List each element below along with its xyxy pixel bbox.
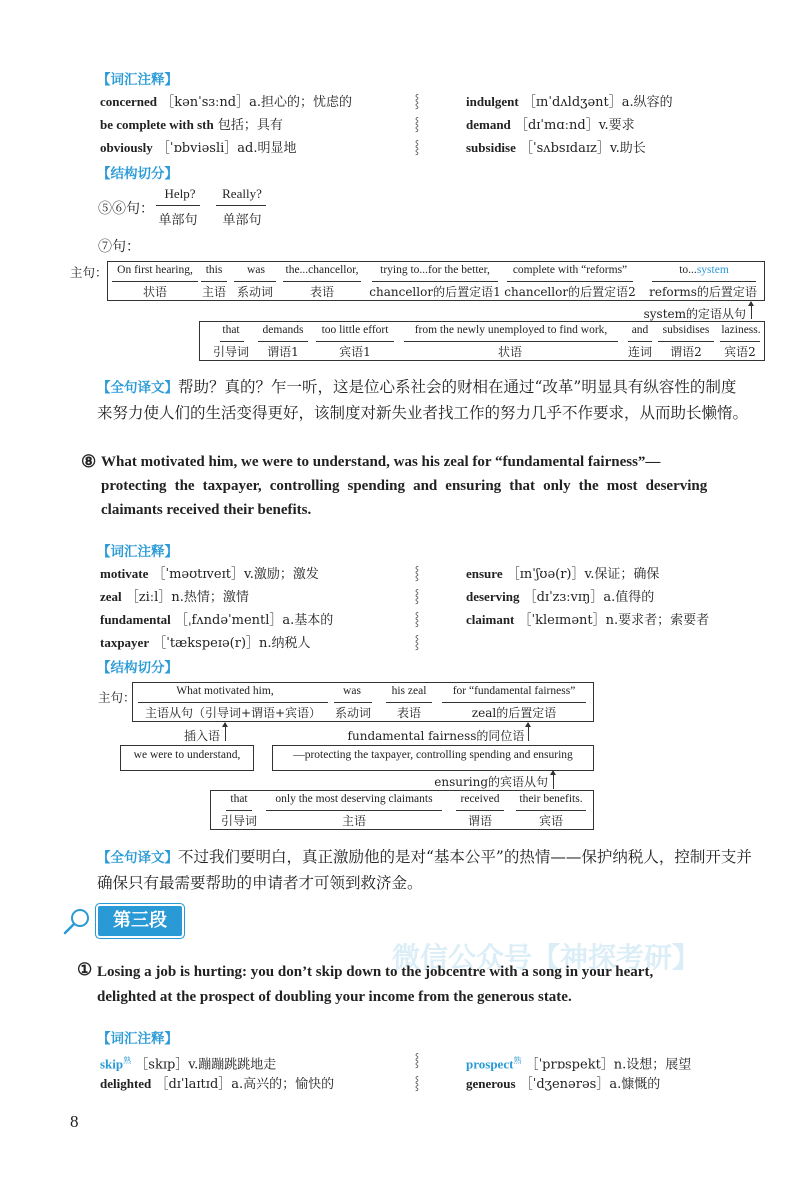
underline [112,281,198,282]
vocab-item: claimant ［ˈkleɪmənt］n.要求者；索要者 [466,612,710,628]
up-arrow-icon [751,302,752,319]
column-separator: ⸾ [414,566,420,581]
underline [234,281,276,282]
vocab-item: be complete with sth 包括；具有 [100,117,283,133]
diagram-label: 宾语 [538,814,563,828]
underline [226,810,252,811]
sentence-label: ⑦句： [98,239,140,255]
diagram-word: the...chancellor, [285,264,359,276]
diagram-word: and [631,324,649,336]
object-clause-note: ensuring的宾语从句 [434,775,548,789]
diagram-word: that [222,324,240,336]
underline [334,702,372,703]
translation-line: 【全句译文】帮助？真的？乍一听，这是位心系社会的财相在通过“改革”明显具有纵容性的制度 [97,378,737,396]
vocab-item: motivate ［ˈməʊtɪveɪt］v.激励；激发 [100,566,319,582]
underline [404,341,618,342]
sentence-line: claimants received their benefits. [101,502,312,518]
paragraph-title-badge [98,906,182,936]
diagram-label: 宾语1 [339,345,371,359]
up-arrow-icon [225,723,226,741]
underline [442,702,586,703]
underline [156,205,200,206]
diagram-label: 主语从句（引导词+谓语+宾语） [144,706,322,720]
diagram-label: reforms的后置定语 [649,285,757,299]
diagram-label: 连词 [627,345,652,359]
diagram-label: 引导词 [220,814,257,828]
vocab-item: generous ［ˈdʒenərəs］a.慷慨的 [466,1076,661,1092]
underline [283,281,361,282]
diagram-label: zeal的后置定语 [471,706,557,720]
diagram-label: chancellor的后置定语1 [369,285,501,299]
vocab-item: subsidise ［ˈsʌbsɪdaɪz］v.助长 [466,140,646,156]
underline [316,341,394,342]
vocab-item: demand ［dɪˈmɑːnd］v.要求 [466,117,635,133]
underline [516,810,586,811]
underline [456,810,504,811]
watermark-text: 微信公众号【神探考研】 [392,941,701,974]
vocab-item: taxpayer ［ˈtækspeɪə(r)］n.纳税人 [100,635,311,651]
sentence-number: ① [77,960,93,979]
diagram-word: laziness. [721,324,761,336]
page-number: 8 [70,1112,79,1131]
translation-line: 确保只有最需要帮助的申请者才可领到救济金。 [97,874,423,892]
vocab-heading-3: 【词汇注释】 [97,1031,178,1047]
diagram-word: only the most deserving claimants [275,793,433,805]
sentence-line: delighted at the prospect of doubling your income from the generous state. [97,989,572,1005]
vocab-item: skip$^熟$ ［skɪp］v.蹦蹦跳跳地走 [100,1056,277,1073]
appositive-note: fundamental fairness的同位语 [347,729,525,743]
diagram-label: 宾语2 [724,345,756,359]
diagram-word: we were to understand, [133,749,241,761]
sentence-line: protecting the taxpayer, controlling spending and ensuring that only the most deserving [101,478,708,494]
structure-heading-1: 【结构切分】 [97,166,178,182]
underline [652,281,756,282]
underline [658,341,714,342]
diagram-label: 表语 [396,706,421,720]
diagram-label: chancellor的后置定语2 [504,285,636,299]
paragraph-title: 第三段 [113,910,167,931]
underline [386,702,432,703]
vocab-item: ensure ［ɪnˈʃʊə(r)］v.保证；确保 [466,566,660,582]
diagram-word: their benefits. [519,793,583,805]
column-separator: ⸾ [414,1053,420,1068]
clause-note: system的定语从句 [643,307,746,321]
underline [628,341,652,342]
up-arrow-icon [553,771,554,789]
sentence-number: ⑧ [81,452,97,471]
column-separator: ⸾ [414,635,420,650]
diagram-label: 谓语 [467,814,492,828]
underline [258,341,308,342]
column-separator: ⸾ [414,140,420,155]
sentence-line: Losing a job is hurting: you don’t skip down to the jobcentre with a song in your heart, [97,964,654,980]
diagram-label: 引导词 [212,345,249,359]
translation-line: 【全句译文】不过我们要明白，真正激励他的是对“基本公平”的热情——保护纳税人，控制开支并 [97,848,752,866]
vocab-item: deserving ［dɪˈzɜːvɪŋ］a.值得的 [466,589,655,605]
diagram-word: subsidises [662,324,710,336]
diagram-label: 系动词 [334,706,371,720]
diagram-word: too little effort [321,324,389,336]
diagram-word: his zeal [391,685,427,697]
vocab-item: prospect$^熟$ ［ˈprɒspekt］n.设想；展望 [466,1056,692,1073]
diagram-label: 谓语1 [267,345,299,359]
diagram-word: from the newly unemployed to find work, [414,324,608,336]
vocab-item: zeal ［ziːl］n.热情；激情 [100,589,249,605]
diagram-word: Help? [164,186,196,201]
vocab-heading-2: 【词汇注释】 [97,544,178,560]
diagram-word: On first hearing, [117,264,193,276]
vocab-item: obviously ［ˈɒbviəsli］ad.明显地 [100,140,297,156]
diagram-label: 主语 [201,285,226,299]
underline [220,341,244,342]
diagram-label: 表语 [309,285,334,299]
diagram-word: was [343,685,361,697]
diagram-label: 系动词 [236,285,273,299]
vocab-item: indulgent ［ɪnˈdʌldʒənt］a.纵容的 [466,94,673,110]
vocab-item: fundamental ［ˌfʌndəˈmentl］a.基本的 [100,612,334,628]
diagram-word: trying to...for the better, [380,264,490,276]
structure-heading-2: 【结构切分】 [97,660,178,676]
main-clause-label: 主句： [98,690,136,705]
diagram-word: received [460,793,500,805]
diagram-label: 状语 [497,345,522,359]
diagram-word: to...system [679,264,729,276]
diagram-label: 状语 [142,285,167,299]
translation-line: 来努力使人们的生活变得更好，该制度对新失业者找工作的努力几乎不作要求，从而助长懒惰。 [97,404,749,422]
column-separator: ⸾ [414,589,420,604]
underline [216,205,266,206]
diagram-label: 单部句 [158,213,198,228]
column-separator: ⸾ [414,94,420,109]
column-separator: ⸾ [414,1076,420,1091]
sentence-line: What motivated him, we were to understand, was his zeal for “fundamental fairness”— [101,454,661,470]
vocab-item: delighted ［dɪˈlaɪtɪd］a.高兴的；愉快的 [100,1076,335,1092]
sentence-label: ⑤⑥句： [98,201,154,217]
diagram-label: 主语 [341,814,366,828]
diagram-word: that [230,793,248,805]
underline [507,281,633,282]
diagram-word: —protecting the taxpayer, controlling spending and ensuring [293,749,573,761]
diagram-word: What motivated him, [176,685,274,697]
diagram-word: this [205,264,223,276]
magnifier-icon [62,906,92,936]
diagram-label: 谓语2 [670,345,702,359]
column-separator: ⸾ [414,117,420,132]
vocab-item: concerned ［kənˈsɜːnd］a.担心的；忧虑的 [100,94,352,110]
underline [201,281,227,282]
underline [138,702,328,703]
diagram-word: demands [262,324,304,336]
insert-note: 插入语 [183,729,220,743]
underline [372,281,498,282]
underline [266,810,442,811]
underline [720,341,760,342]
diagram-word: was [247,264,265,276]
vocab-heading-1: 【词汇注释】 [97,72,178,88]
diagram-word: complete with “reforms” [512,264,628,276]
diagram-word: Really? [222,186,262,201]
up-arrow-icon [528,723,529,741]
diagram-word: for “fundamental fairness” [452,685,576,697]
column-separator: ⸾ [414,612,420,627]
main-clause-label: 主句： [70,265,108,280]
diagram-label: 单部句 [222,213,262,228]
